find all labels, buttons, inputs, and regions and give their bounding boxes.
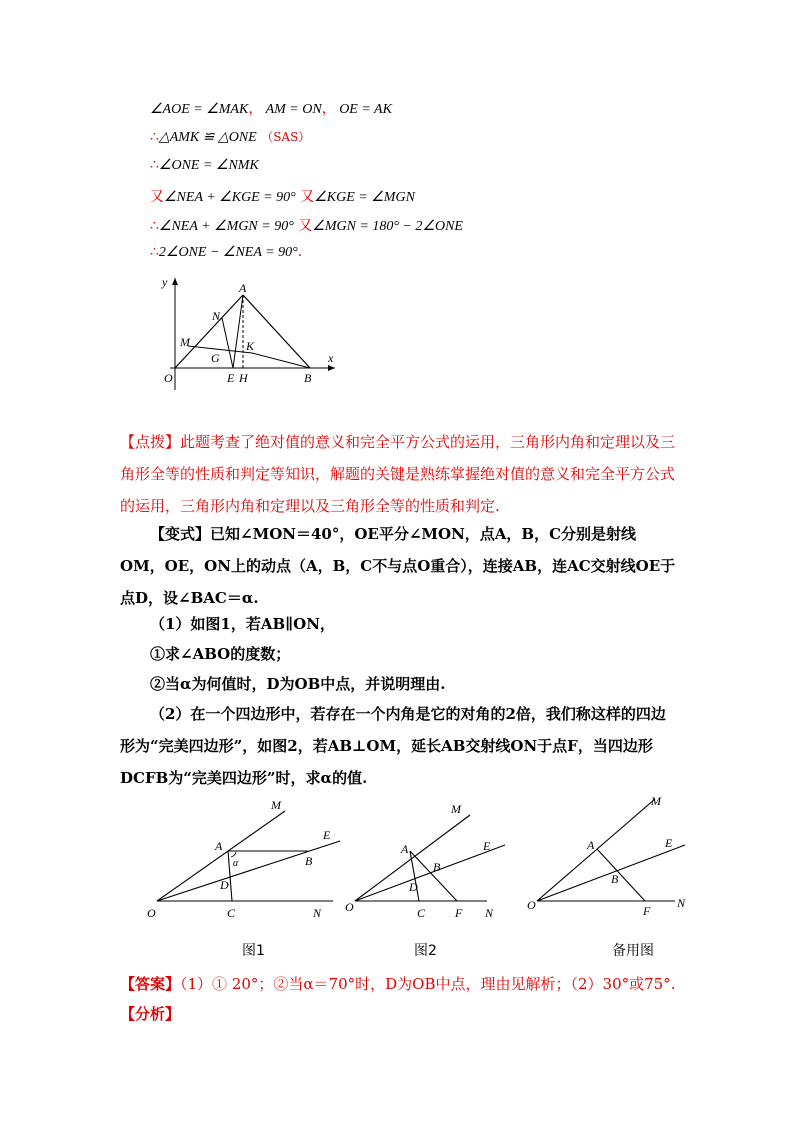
label-G: G bbox=[211, 351, 220, 365]
label-O: O bbox=[164, 371, 173, 385]
coordinate-figure bbox=[150, 270, 340, 395]
fig3-label-O: O bbox=[527, 898, 536, 912]
answer-line bbox=[120, 968, 680, 1000]
fig2-label-N: N bbox=[485, 906, 494, 920]
label-x: x bbox=[328, 351, 334, 365]
proof-line-5: ∴∠NEA + ∠MGN = 90° 又∠MGN = 180° − 2∠ONE bbox=[150, 218, 463, 234]
question-2: （2）在一个四边形中，若存在一个内角是它的对角的2倍，我们称这样的四边形为“完美四边形”，如图2，若AB⊥OM，延长AB交射线ON于点F，当四边形DCFB为“完美四边形”时，求α的值. bbox=[120, 705, 666, 787]
segment-NE bbox=[222, 318, 233, 368]
fig2-label-C: C bbox=[417, 906, 426, 920]
alpha-arc bbox=[231, 852, 236, 857]
fig1-label-A: A bbox=[215, 839, 223, 853]
label-E: E bbox=[227, 371, 235, 385]
fig1-label-E: E bbox=[323, 828, 331, 842]
fig3-label-A: A bbox=[587, 838, 595, 852]
tip-text: 此题考查了绝对值的意义和完全平方公式的运用，三角形内角和定理以及三角形全等的性质和判定等知识，解题的关键是熟练掌握绝对值的意义和完全平方公式的运用，三角形内角和定理以及三角形全等的性质和判定. bbox=[120, 433, 676, 515]
ray-OM bbox=[537, 799, 655, 901]
label-M: M bbox=[180, 335, 190, 349]
fig3-caption: 备用图 bbox=[612, 943, 654, 959]
fig1-label-D: D bbox=[220, 878, 229, 892]
question-1a: ①求∠ABO的度数； bbox=[150, 645, 291, 663]
fig3-label-M: M bbox=[651, 794, 661, 808]
fig1-label-N: N bbox=[313, 906, 322, 920]
segment-KB bbox=[252, 353, 310, 368]
fig3-label-E: E bbox=[665, 836, 673, 850]
variant-text: 已知∠MON＝40°，OE平分∠MON，点A，B，C分别是射线OM，OE，ON上的动点（A，B，C不与点O重合），连接AB，连AC交射线OE于点D，设∠BAC＝α. bbox=[120, 525, 676, 607]
fig2-label-O: O bbox=[345, 900, 354, 914]
proof-line-2: ∴△AMK ≌ △ONE （SAS） bbox=[150, 129, 311, 145]
fig2-label-A: A bbox=[401, 842, 409, 856]
label-B: B bbox=[304, 371, 312, 385]
segment-AE bbox=[233, 295, 243, 368]
label-K: K bbox=[246, 339, 255, 353]
proof-line-1: ∠AOE = ∠MAK， AM = ON， OE = AK bbox=[150, 102, 392, 117]
fig1-label-M: M bbox=[271, 798, 281, 812]
figure-2 bbox=[345, 795, 525, 925]
segment-AC bbox=[228, 851, 232, 901]
label-H: H bbox=[239, 371, 248, 385]
question-1: （1）如图1，若AB∥ON， bbox=[150, 615, 335, 633]
fig1-label-O: O bbox=[147, 906, 156, 920]
fig3-label-F: F bbox=[643, 904, 651, 918]
analysis-label: 【分析】 bbox=[120, 1005, 181, 1023]
fig2-label-M: M bbox=[451, 802, 461, 816]
fig1-caption: 图1 bbox=[242, 943, 265, 959]
tip-label: 【点拨】 bbox=[120, 433, 181, 451]
tip-paragraph bbox=[120, 426, 680, 522]
segment-OA bbox=[175, 295, 243, 368]
variant-label: 【变式】 bbox=[150, 525, 211, 543]
fig2-label-F: F bbox=[455, 906, 463, 920]
label-y: y bbox=[162, 275, 168, 289]
label-N: N bbox=[212, 309, 221, 323]
y-axis-arrow bbox=[172, 278, 178, 285]
figure-3 bbox=[525, 785, 700, 925]
ray-OE bbox=[157, 841, 340, 901]
segment-AB bbox=[243, 295, 310, 368]
proof-line-4: 又∠NEA + ∠KGE = 90° 又∠KGE = ∠MGN bbox=[150, 189, 415, 205]
answer-label: 【答案】 bbox=[120, 975, 181, 993]
proof-line-3: ∴∠ONE = ∠NMK bbox=[150, 157, 259, 173]
label-A: A bbox=[239, 281, 247, 295]
fig1-label-alpha: α bbox=[233, 858, 239, 869]
fig2-label-E: E bbox=[483, 839, 491, 853]
figure-1 bbox=[145, 795, 345, 925]
fig3-label-B: B bbox=[611, 872, 619, 886]
fig1-label-C: C bbox=[227, 906, 236, 920]
segment-MK bbox=[188, 346, 252, 353]
x-axis-arrow bbox=[328, 365, 335, 371]
answer-text: （1）① 20°；②当α＝70°时，D为OB中点，理由见解析；（2）30°或75°. bbox=[180, 975, 676, 993]
fig3-label-N: N bbox=[677, 896, 686, 910]
fig2-caption: 图2 bbox=[414, 943, 437, 959]
question-1b: ②当α为何值时，D为OB中点，并说明理由. bbox=[150, 675, 446, 693]
variant-paragraph bbox=[120, 518, 680, 614]
fig2-label-D: D bbox=[409, 880, 418, 894]
fig1-label-B: B bbox=[305, 854, 313, 868]
proof-line-6: ∴2∠ONE − ∠NEA = 90°. bbox=[150, 244, 303, 260]
fig2-label-B: B bbox=[433, 860, 441, 874]
